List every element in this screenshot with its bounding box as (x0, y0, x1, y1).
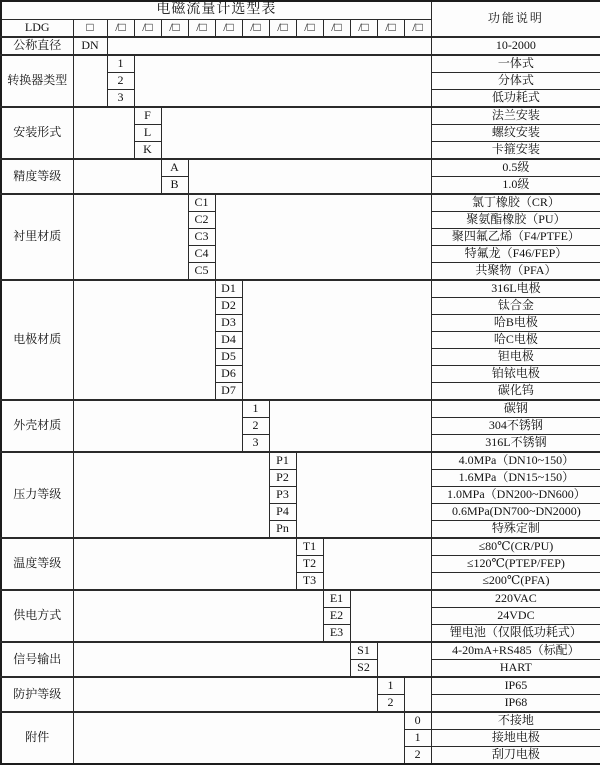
table-row (1, 107, 600, 125)
gap-cell (73, 107, 134, 159)
code-cell: P2 (269, 469, 296, 486)
code-cell: 1 (404, 729, 431, 746)
gap-cell (73, 159, 161, 194)
model-slot: /□ (404, 19, 431, 37)
desc-cell: 共聚物（PFA） (431, 262, 600, 280)
desc-cell: ≤200℃(PFA) (431, 572, 600, 590)
model-slot: /□ (350, 19, 377, 37)
table-row (1, 452, 600, 470)
desc-cell: 24VDC (431, 607, 600, 624)
desc-cell: 4.0MPa（DN10~150） (431, 452, 600, 470)
code-cell: D1 (215, 280, 242, 298)
desc-cell: 碳化钨 (431, 382, 600, 400)
model-box: □ (73, 19, 107, 37)
category-cell: 安装形式 (1, 107, 73, 159)
gap-cell (73, 642, 350, 677)
category-cell: 信号输出 (1, 642, 73, 677)
gap-cell (73, 452, 269, 538)
gap-cell (134, 55, 431, 107)
desc-cell: 钽电极 (431, 348, 600, 365)
code-cell: 1 (377, 677, 404, 695)
table-row (1, 642, 600, 660)
gap-cell (73, 55, 107, 107)
code-cell: P4 (269, 503, 296, 520)
code-cell: DN (73, 37, 107, 55)
desc-cell: 螺纹安装 (431, 124, 600, 141)
desc-cell: 哈B电极 (431, 314, 600, 331)
code-cell: C4 (188, 245, 215, 262)
gap-cell (73, 400, 242, 452)
model-slot: /□ (161, 19, 188, 37)
code-cell: D6 (215, 365, 242, 382)
gap-cell (323, 538, 431, 590)
model-slot: /□ (134, 19, 161, 37)
table-row (1, 194, 600, 212)
code-cell: C5 (188, 262, 215, 280)
code-cell: C1 (188, 194, 215, 212)
desc-cell: 10-2000 (431, 37, 600, 55)
table-row (1, 677, 600, 695)
code-cell: D2 (215, 297, 242, 314)
category-cell: 附件 (1, 712, 73, 764)
gap-cell (296, 452, 431, 538)
desc-cell: 不接地 (431, 712, 600, 730)
code-cell: 0 (404, 712, 431, 730)
gap-cell (107, 37, 431, 55)
model-slot: /□ (296, 19, 323, 37)
desc-cell: IP68 (431, 694, 600, 712)
code-cell: S2 (350, 659, 377, 677)
desc-cell: 0.5级 (431, 159, 600, 177)
category-cell: 温度等级 (1, 538, 73, 590)
desc-cell: 316L不锈钢 (431, 434, 600, 452)
gap-cell (215, 194, 431, 280)
code-cell: 2 (377, 694, 404, 712)
code-cell: 2 (242, 417, 269, 434)
desc-cell: 一体式 (431, 55, 600, 73)
gap-cell (73, 194, 188, 280)
desc-cell: 1.0MPa（DN200~DN600） (431, 486, 600, 503)
table-row (1, 590, 600, 608)
gap-cell (377, 642, 431, 677)
desc-cell: 特殊定制 (431, 520, 600, 538)
desc-cell: HART (431, 659, 600, 677)
desc-cell: 哈C电极 (431, 331, 600, 348)
code-cell: P3 (269, 486, 296, 503)
table-row (1, 159, 600, 177)
code-cell: D4 (215, 331, 242, 348)
category-cell: 转换器类型 (1, 55, 73, 107)
code-cell: S1 (350, 642, 377, 660)
code-cell: D7 (215, 382, 242, 400)
category-cell: 精度等级 (1, 159, 73, 194)
gap-cell (73, 590, 323, 642)
model-prefix: LDG (1, 19, 73, 37)
desc-cell: 1.6MPa（DN15~150） (431, 469, 600, 486)
table-row (1, 55, 600, 73)
category-cell: 衬里材质 (1, 194, 73, 280)
gap-cell (161, 107, 431, 159)
gap-cell (73, 677, 377, 712)
model-slot: /□ (377, 19, 404, 37)
model-slot: /□ (323, 19, 350, 37)
category-cell: 外壳材质 (1, 400, 73, 452)
code-cell: K (134, 141, 161, 159)
table-title: 电磁流量计选型表 (1, 1, 431, 19)
desc-cell: 4-20mA+RS485（标配） (431, 642, 600, 660)
table-row (1, 280, 600, 298)
code-cell: 2 (404, 746, 431, 764)
code-cell: E3 (323, 624, 350, 642)
model-slot: /□ (215, 19, 242, 37)
category-cell: 压力等级 (1, 452, 73, 538)
gap-cell (269, 400, 431, 452)
code-cell: D5 (215, 348, 242, 365)
desc-cell: 接地电极 (431, 729, 600, 746)
desc-cell: 卡箍安装 (431, 141, 600, 159)
gap-cell (73, 712, 404, 764)
desc-cell: 0.6MPa(DN700~DN2000) (431, 503, 600, 520)
desc-cell: 碳钢 (431, 400, 600, 418)
desc-cell: 法兰安装 (431, 107, 600, 125)
gap-cell (404, 677, 431, 712)
desc-cell: 分体式 (431, 72, 600, 89)
desc-cell: 1.0级 (431, 176, 600, 194)
code-cell: B (161, 176, 188, 194)
table-row (1, 712, 600, 730)
gap-cell (350, 590, 431, 642)
category-cell: 公称直径 (1, 37, 73, 55)
category-cell: 防护等级 (1, 677, 73, 712)
category-cell: 供电方式 (1, 590, 73, 642)
code-cell: F (134, 107, 161, 125)
desc-cell: 刮刀电极 (431, 746, 600, 764)
function-column-header: 功能说明 (431, 1, 600, 37)
desc-cell: ≤80℃(CR/PU) (431, 538, 600, 556)
code-cell: 1 (242, 400, 269, 418)
code-cell: 2 (107, 72, 134, 89)
desc-cell: 316L电极 (431, 280, 600, 298)
code-cell: E1 (323, 590, 350, 608)
code-cell: P1 (269, 452, 296, 470)
code-cell: C2 (188, 211, 215, 228)
desc-cell: 钛合金 (431, 297, 600, 314)
desc-cell: 低功耗式 (431, 89, 600, 107)
code-cell: A (161, 159, 188, 177)
code-cell: L (134, 124, 161, 141)
model-slot: /□ (188, 19, 215, 37)
code-cell: C3 (188, 228, 215, 245)
desc-cell: IP65 (431, 677, 600, 695)
category-cell: 电极材质 (1, 280, 73, 400)
title-row (1, 1, 600, 19)
code-cell: 3 (107, 89, 134, 107)
table-row (1, 400, 600, 418)
code-cell: E2 (323, 607, 350, 624)
desc-cell: 氯丁橡胶（CR） (431, 194, 600, 212)
model-slot: /□ (269, 19, 296, 37)
selection-table-body (1, 1, 600, 764)
model-slot: /□ (107, 19, 134, 37)
code-cell: Pn (269, 520, 296, 538)
gap-cell (188, 159, 431, 194)
code-cell: D3 (215, 314, 242, 331)
desc-cell: 铂铱电极 (431, 365, 600, 382)
table-row (1, 37, 600, 55)
table-row (1, 538, 600, 556)
gap-cell (73, 538, 296, 590)
desc-cell: 304不锈钢 (431, 417, 600, 434)
desc-cell: 聚氨酯橡胶（PU） (431, 211, 600, 228)
model-slot: /□ (242, 19, 269, 37)
code-cell: T3 (296, 572, 323, 590)
desc-cell: 特氟龙（F46/FEP） (431, 245, 600, 262)
code-cell: T1 (296, 538, 323, 556)
desc-cell: 锂电池（仅限低功耗式） (431, 624, 600, 642)
code-cell: T2 (296, 555, 323, 572)
desc-cell: 聚四氟乙烯（F4/PTFE） (431, 228, 600, 245)
gap-cell (73, 280, 215, 400)
code-cell: 1 (107, 55, 134, 73)
code-cell: 3 (242, 434, 269, 452)
desc-cell: 220VAC (431, 590, 600, 608)
gap-cell (242, 280, 431, 400)
desc-cell: ≤120℃(PTEP/FEP) (431, 555, 600, 572)
